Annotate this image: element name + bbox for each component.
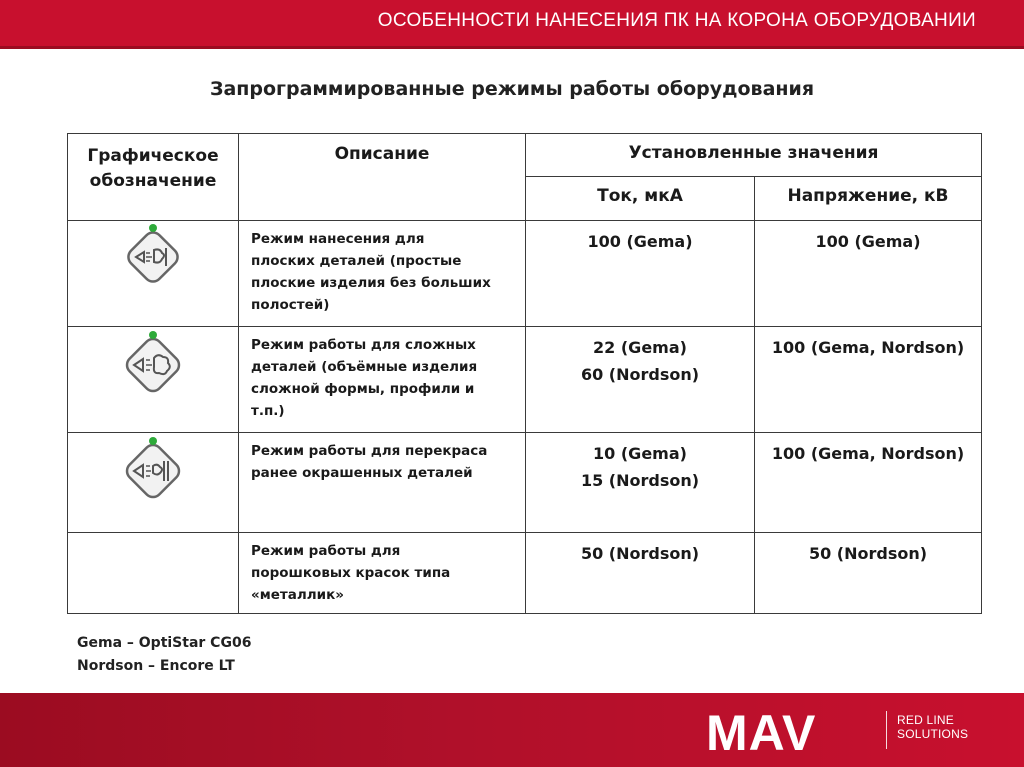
logo-tagline-line2: SOLUTIONS (897, 727, 969, 741)
modes-table (67, 133, 982, 614)
logo-separator (886, 711, 887, 749)
footnote-gema: Gema – OptiStar CG06 (77, 635, 252, 651)
mode-icon-cell (68, 433, 239, 533)
mode-description: Режим работы для сложных деталей (объёмные изделия сложной формы, профили и т.п.) (239, 327, 526, 433)
header-graphic (68, 134, 239, 221)
footnote-nordson: Nordson – Encore LT (77, 658, 235, 674)
mode-description: Режим работы для порошковых красок типа «металлик» (239, 533, 526, 614)
header-graphic-line1: Графическое (87, 146, 219, 166)
complex-parts-mode-icon (116, 328, 190, 402)
voltage-value: 100 (Gema, Nordson) (755, 327, 982, 433)
mode-icon-cell (68, 533, 239, 614)
current-value: 22 (Gema) 60 (Nordson) (526, 327, 755, 433)
header-description: Описание (239, 134, 526, 221)
header-graphic-line2: обозначение (89, 171, 217, 191)
header-title: ОСОБЕННОСТИ НАНЕСЕНИЯ ПК НА КОРОНА ОБОРУДОВАНИИ (377, 10, 976, 31)
current-value: 100 (Gema) (526, 221, 755, 327)
mode-description: Режим нанесения для плоских деталей (простые плоские изделия без больших полостей) (239, 221, 526, 327)
page-subtitle: Запрограммированные режимы работы оборудования (209, 78, 815, 100)
mode-description: Режим работы для перекраса ранее окрашенных деталей (239, 433, 526, 533)
table-row (68, 221, 982, 327)
mode-icon-cell (68, 327, 239, 433)
recoat-mode-icon (116, 434, 190, 508)
voltage-value: 100 (Gema) (755, 221, 982, 327)
header-current: Ток, мкА (526, 177, 755, 221)
current-value: 50 (Nordson) (526, 533, 755, 614)
header-bar (0, 0, 1024, 49)
mode-icon-cell (68, 221, 239, 327)
logo-brand-text: MAV (706, 710, 817, 756)
current-value: 10 (Gema) 15 (Nordson) (526, 433, 755, 533)
logo-tagline (897, 713, 968, 741)
header-set-values: Установленные значения (526, 134, 982, 177)
voltage-value: 100 (Gema, Nordson) (755, 433, 982, 533)
table-row (68, 327, 982, 433)
table-row (68, 433, 982, 533)
mav-logo (706, 710, 876, 756)
header-voltage: Напряжение, кВ (755, 177, 982, 221)
footnote (77, 632, 251, 678)
table-row (68, 533, 982, 614)
logo-tagline-line1: RED LINE (897, 713, 954, 727)
voltage-value: 50 (Nordson) (755, 533, 982, 614)
flat-parts-mode-icon (118, 222, 188, 292)
